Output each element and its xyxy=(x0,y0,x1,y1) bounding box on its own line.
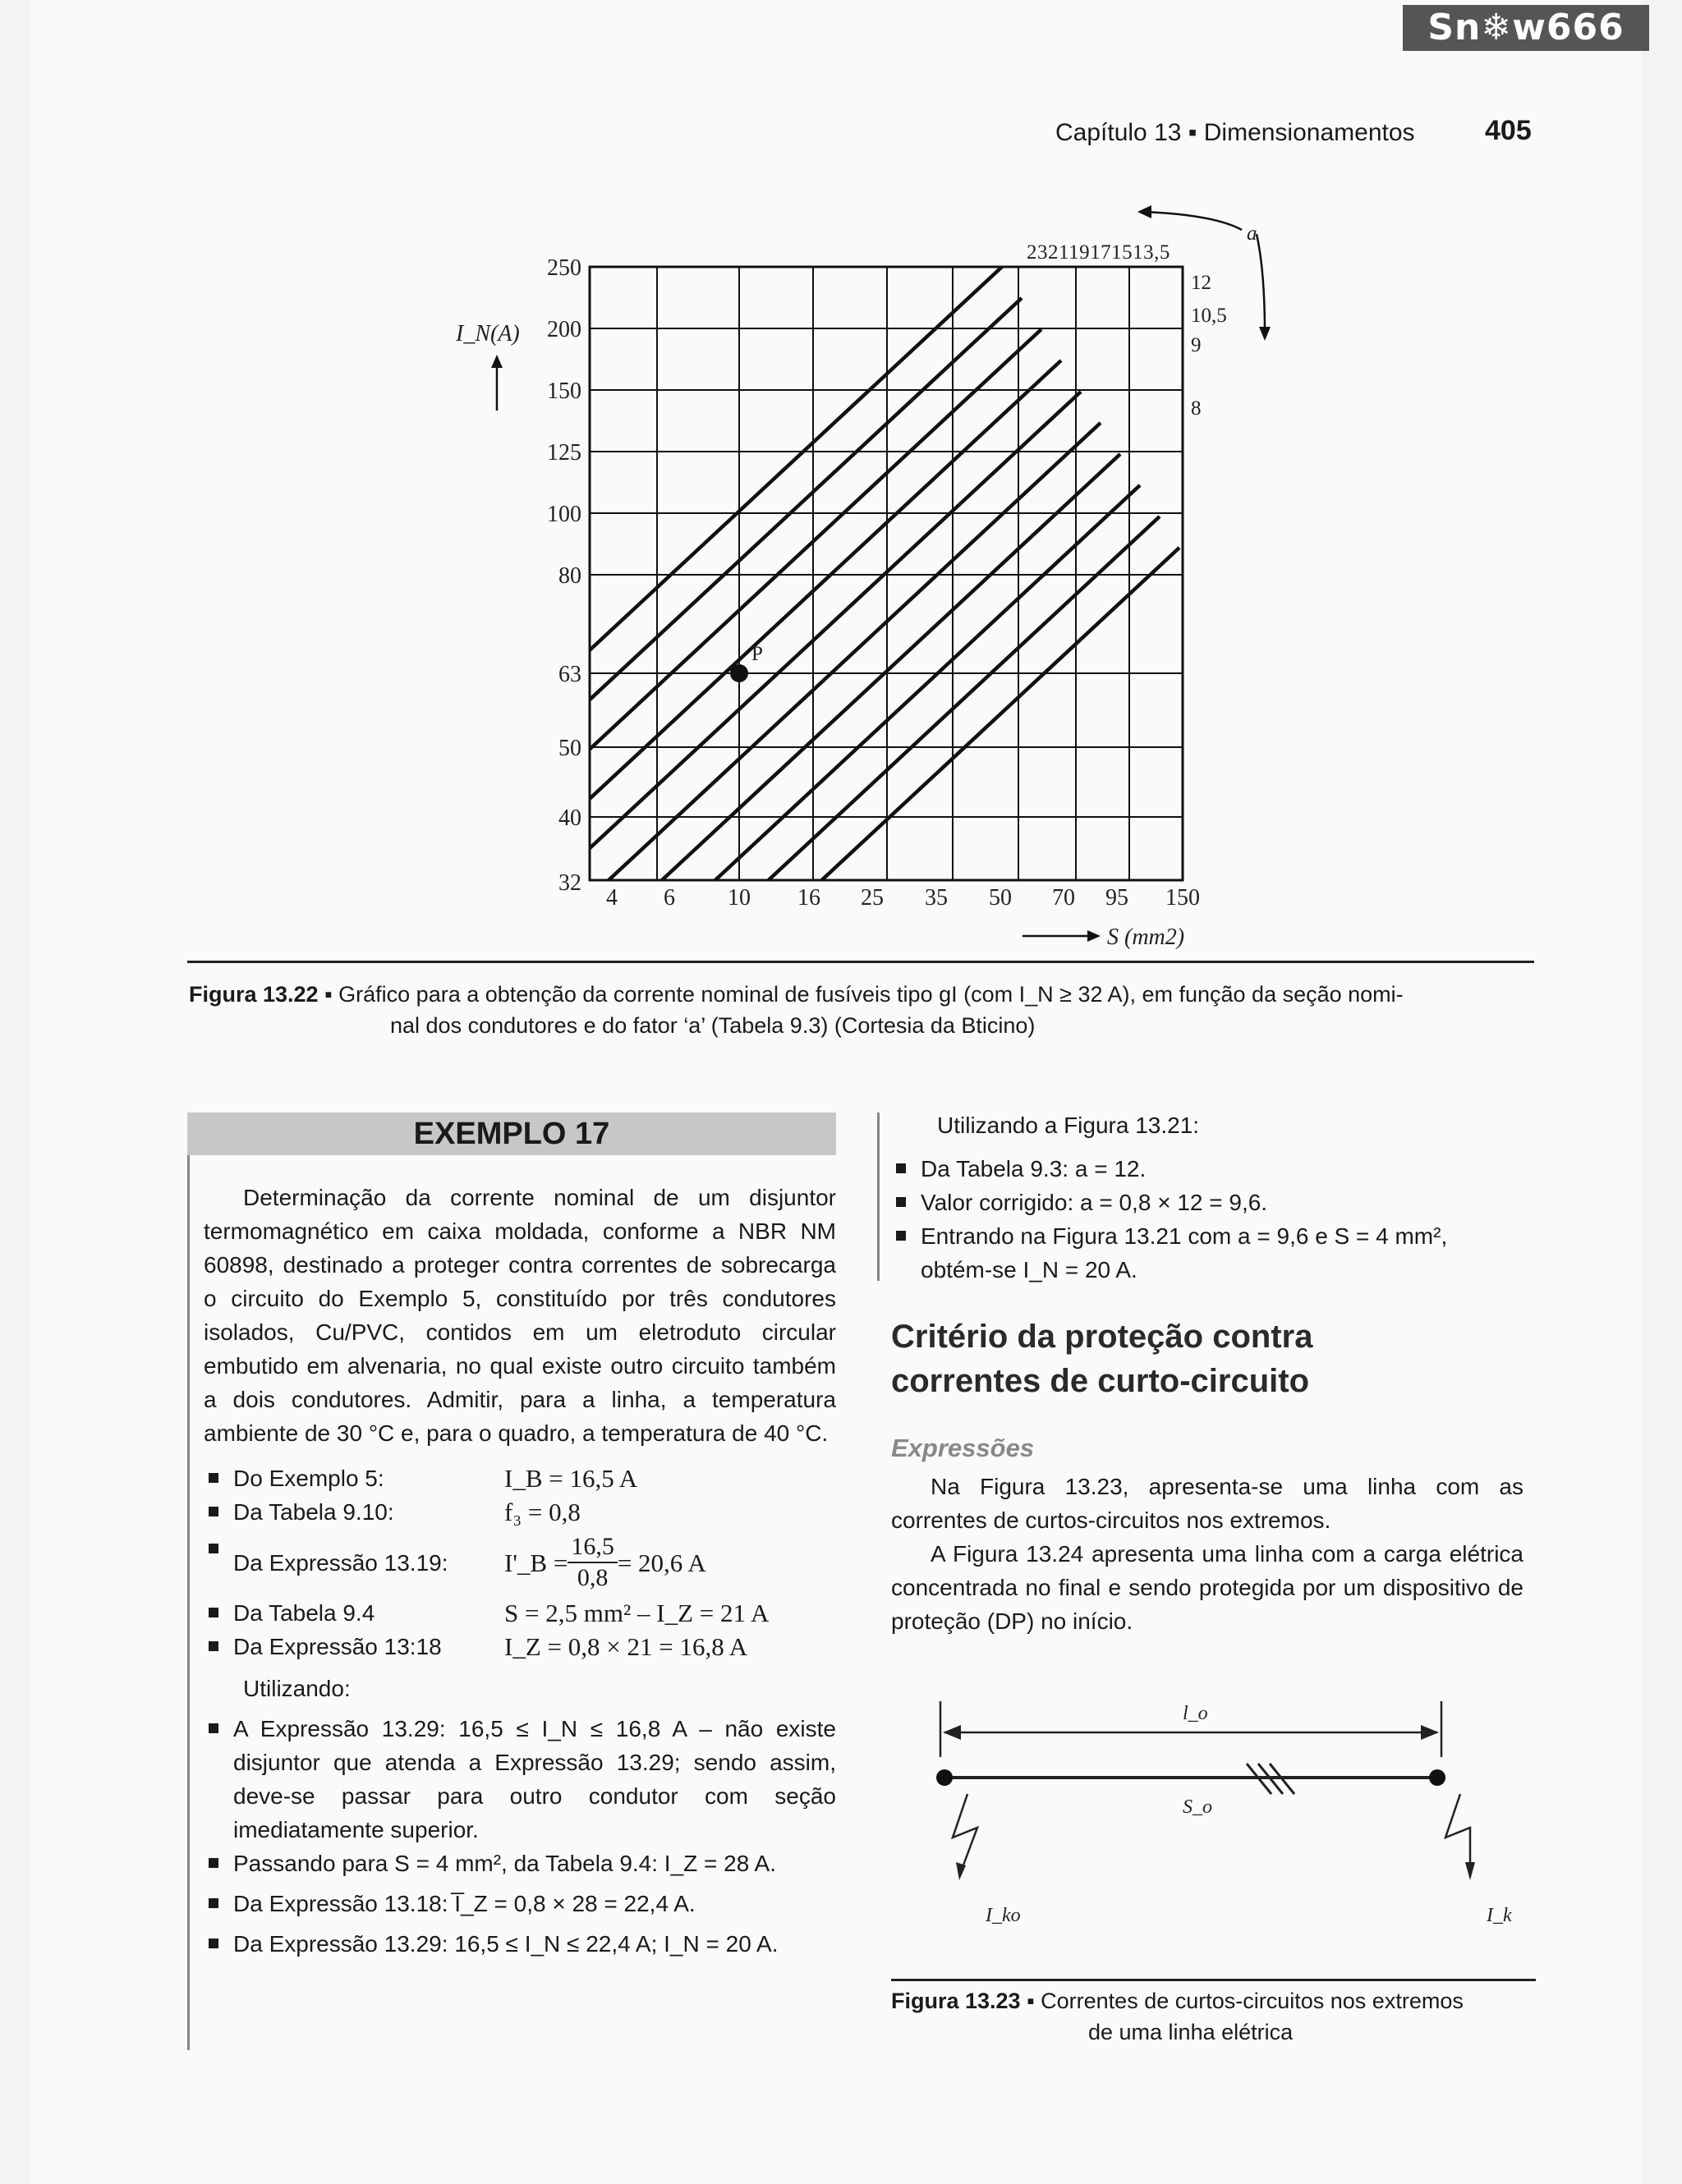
x-tick-label: 25 xyxy=(861,885,884,911)
right-para-1: Na Figura 13.23, apresenta-se uma linha com as correntes de curtos-circuitos nos extremos. xyxy=(891,1474,1523,1533)
param-arrow-label: a xyxy=(1247,223,1257,245)
x-tick-label: 70 xyxy=(1052,885,1075,911)
x-tick-label: 150 xyxy=(1165,885,1200,911)
figure-22-label: Figura 13.22 xyxy=(189,982,319,1007)
right-current-label: I_k xyxy=(1487,1905,1512,1926)
figure-22-caption-line1: Gráfico para a obtenção da corrente nominal de fusíveis tipo gI (com I_N ≥ 32 A), em função da seção nomi- xyxy=(338,982,1404,1007)
example-item-3: Da Expressão 13.19: I'_B = $\frac{16,5}{0,8}$ = 20,6 A xyxy=(204,1532,836,1593)
x-tick-label: 95 xyxy=(1105,885,1128,911)
figure-23-rule xyxy=(891,1979,1536,1981)
series-label-right: 9 xyxy=(1191,334,1202,356)
figure-23-caption: Figura 13.23 ▪ Correntes de curtos-circuitos nos extremos de uma linha elétrica xyxy=(891,1985,1540,2048)
dim-arrow-right xyxy=(1421,1725,1439,1740)
point-p-label: P xyxy=(751,643,763,665)
section-title: Critério da proteção contra correntes de curto-circuito xyxy=(891,1319,1313,1399)
page-number: 405 xyxy=(1485,115,1532,146)
example-title: EXEMPLO 17 xyxy=(413,1117,610,1151)
dim-arrow-left xyxy=(943,1725,961,1740)
example-item-5: Da Expressão 13:18 I_Z = 0,8 × 21 = 16,8 A xyxy=(204,1630,836,1663)
y-tick-label: 100 xyxy=(547,502,581,527)
x-tick-label: 35 xyxy=(925,885,948,911)
right-bullet-3: Entrando na Figura 13.21 com a = 9,6 e S = 4 mm², obtém-se I_N = 20 A. xyxy=(891,1219,1523,1287)
x-tick-label: 4 xyxy=(606,885,618,911)
watermark: Sn❄w666 xyxy=(1403,5,1649,51)
x-tick-label: 10 xyxy=(728,885,751,911)
right-bullet-1: Da Tabela 9.3: a = 12. xyxy=(891,1152,1523,1186)
figure-23-label: Figura 13.23 xyxy=(891,1989,1021,2013)
running-head: Capítulo 13 ▪ Dimensionamentos xyxy=(1055,119,1415,146)
right-para-2: A Figura 13.24 apresenta uma linha com a carga elétrica concentrada no final e sendo protegida por um dispositivo de proteção (DP) no início. xyxy=(891,1541,1523,1634)
series-label-right: 12 xyxy=(1191,272,1211,294)
series-label-right: 10,5 xyxy=(1191,305,1227,327)
y-tick-label: 150 xyxy=(547,379,581,404)
x-tick-label: 16 xyxy=(797,885,820,911)
y-tick-label: 125 xyxy=(547,440,581,466)
section-label: S_o xyxy=(1183,1796,1212,1818)
left-current-label: I_ko xyxy=(986,1905,1021,1926)
figure-22-caption-line2: nal dos condutores e do fator ‘a’ (Tabela 9.3) (Cortesia da Bticino) xyxy=(390,1013,1036,1038)
fraction: $\frac{16,5}{0,8}$ xyxy=(568,1532,618,1593)
length-label: l_o xyxy=(1183,1703,1208,1724)
example-item-4: Da Tabela 9.4 S = 2,5 mm² – I_Z = 21 A xyxy=(204,1596,836,1630)
x-axis-title: S (mm2) xyxy=(1107,925,1185,950)
y-tick-label: 50 xyxy=(558,736,581,761)
y-axis-title: I_N(A) xyxy=(456,321,520,346)
example-bullet-2: Passando para S = 4 mm², da Tabela 9.4: I_Z = 28 A. xyxy=(204,1847,836,1880)
example-item-1: Do Exemplo 5: I_B = 16,5 A xyxy=(204,1461,836,1495)
example-bullet-3: Da Expressão 13.18: I̅_Z = 0,8 × 28 = 22,4 A. xyxy=(204,1887,836,1920)
example-item-2: Da Tabela 9.10: f₃ = 0,8 xyxy=(204,1495,836,1529)
y-tick-label: 200 xyxy=(547,317,581,342)
figure-23-caption-line2: de uma linha elétrica xyxy=(1088,2020,1294,2044)
series-label-right: 8 xyxy=(1191,397,1202,420)
x-tick-label: 6 xyxy=(664,885,675,911)
y-tick-label: 63 xyxy=(558,662,581,687)
y-tick-label: 80 xyxy=(558,563,581,589)
example-bullet-1: A Expressão 13.29: 16,5 ≤ I_N ≤ 16,8 A – não existe disjuntor que atenda a Expressão 13.29; sendo assim, deve-se passar para outro condutor com seção imediatamente superior. xyxy=(204,1712,836,1847)
utilizando-label: Utilizando: xyxy=(243,1676,351,1701)
x-tick-label: 50 xyxy=(989,885,1012,911)
subsection-title: Expressões xyxy=(891,1434,1035,1462)
series-labels-top: 232119171513,5 xyxy=(1027,241,1170,264)
y-tick-label: 250 xyxy=(547,255,581,281)
y-tick-label: 40 xyxy=(558,805,581,831)
line-end-node xyxy=(1429,1769,1445,1786)
right-intro: Utilizando a Figura 13.21: xyxy=(937,1113,1200,1138)
example-bullet-4: Da Expressão 13.29: 16,5 ≤ I_N ≤ 22,4 A; I_N = 20 A. xyxy=(204,1927,836,1961)
figure-22-caption: Figura 13.22 ▪ Gráfico para a obtenção da corrente nominal de fusíveis tipo gI (com I_N ≥ 32 A), em função da seção nomi- nal dos condutores e do fator ‘a’ (Tabela 9.3) (Cortesia da Bticino) xyxy=(189,979,1536,1041)
example-statement: Determinação da corrente nominal de um disjuntor termomagnético em caixa moldada, conforme a NBR NM 60898, destinado a proteger contra correntes de sobrecarga o circuito do Exemplo 5, constituído por três condutores isolados, Cu/PVC, contidos em um eletroduto circular embutido em alvenaria, no qual existe outro circuito também a dois condutores. Admitir, para a linha, a temperatura ambiente de 30 °C e, para o quadro, a temperatura de 40 °C. xyxy=(204,1185,836,1446)
line-start-node xyxy=(936,1769,953,1786)
right-bullet-2: Valor corrigido: a = 0,8 × 12 = 9,6. xyxy=(891,1186,1523,1219)
figure-23-caption-line1: Correntes de curtos-circuitos nos extremos xyxy=(1041,1989,1464,2013)
y-tick-label: 32 xyxy=(558,870,581,896)
